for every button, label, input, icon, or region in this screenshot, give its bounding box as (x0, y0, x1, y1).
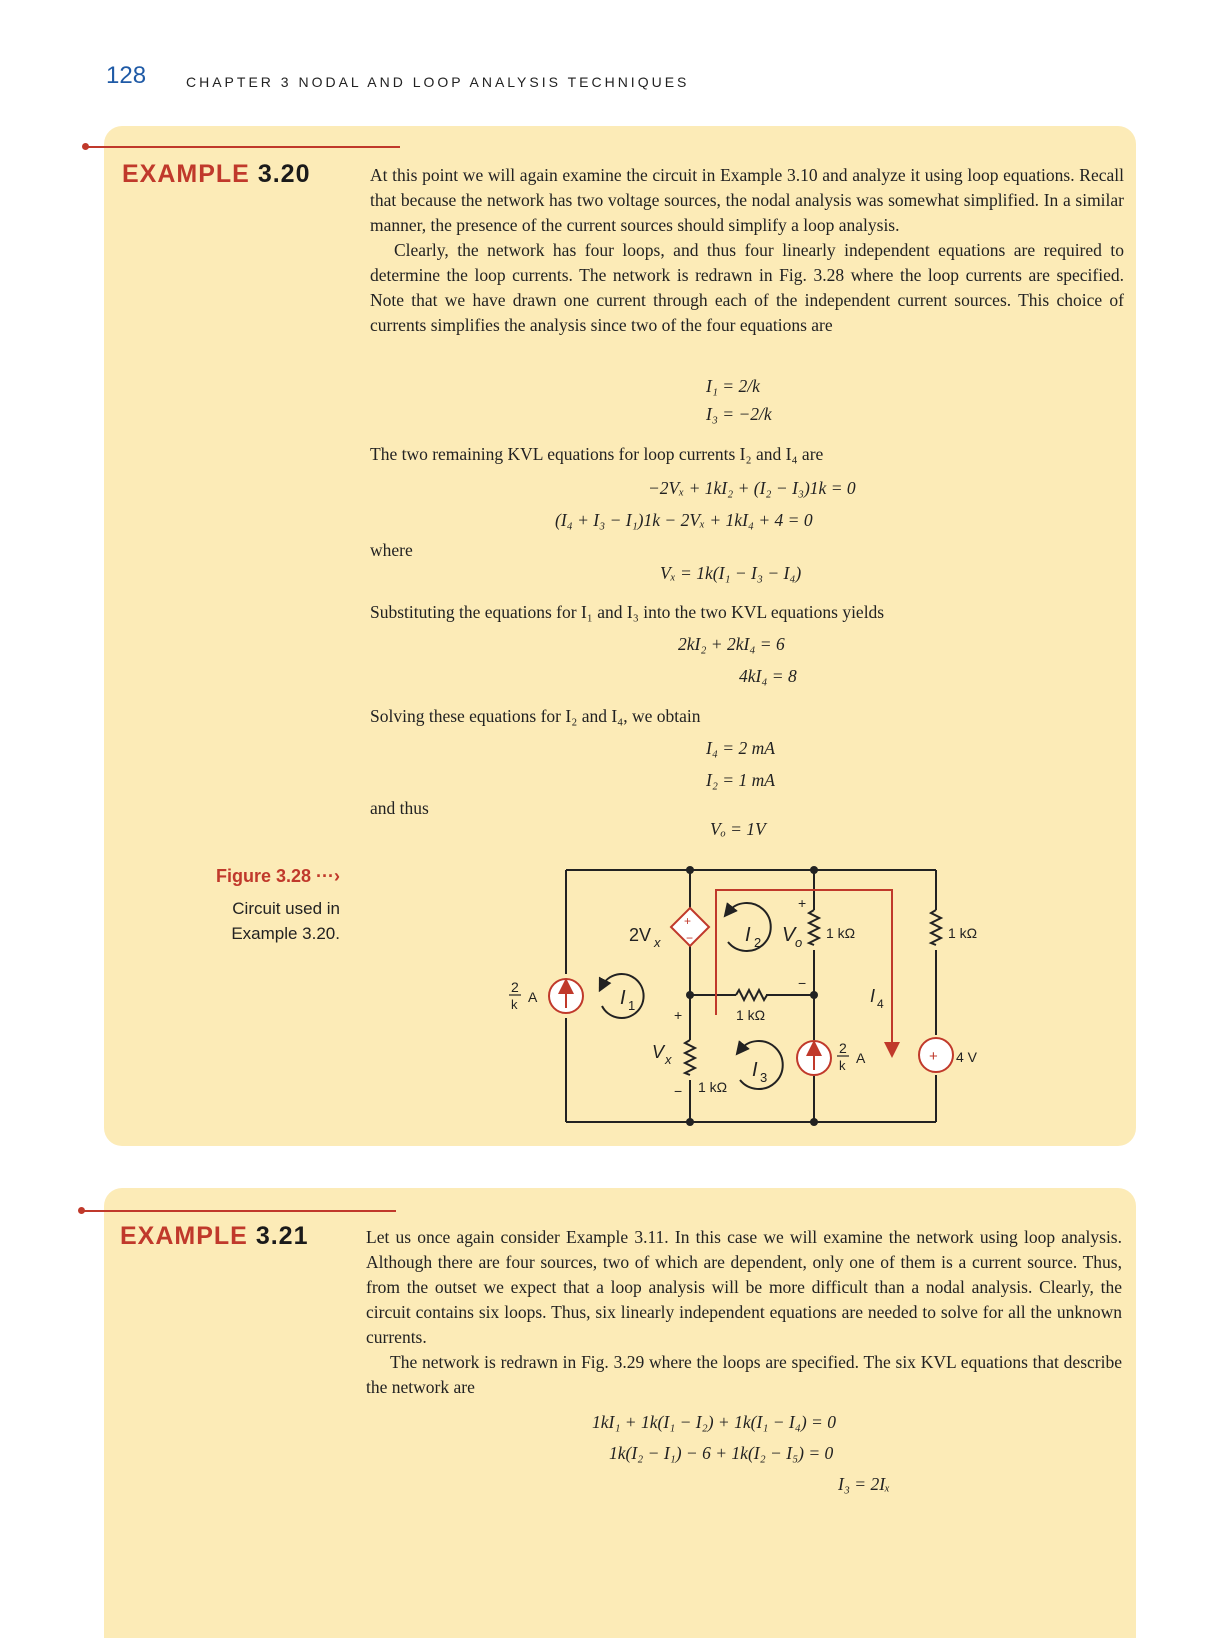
plus-sign: + (929, 1048, 938, 1065)
example-3-21-label (120, 1222, 308, 1251)
page-number: 128 (106, 62, 147, 89)
caption-line: Circuit used in (232, 899, 340, 918)
example-3-20-label (122, 160, 310, 189)
equation-substituted-2: 4kI₄ = 8 (739, 666, 797, 686)
vx-plus: + (674, 1007, 683, 1023)
equation-loop1: 1kI₁ + 1k(I₁ − I₂) + 1k(I₁ − I₄) = 0 (592, 1412, 836, 1432)
example-3-20-rule (85, 146, 400, 148)
frac-denominator: k (839, 1058, 846, 1073)
loop-i4-label: I (870, 986, 876, 1006)
plus-sign: + (684, 914, 692, 928)
example-label-word: EXAMPLE (122, 160, 250, 188)
equation-loop3: I₃ = 2Iₓ (838, 1474, 891, 1494)
equation-kvl-loop2: −2Vₓ + 1kI₂ + (I₂ − I₃)1k = 0 (648, 478, 856, 498)
dep-source-subscript: x (654, 935, 661, 950)
substitution-text: Substituting the equations for I₁ and I₃ into the two KVL equations yields (370, 602, 885, 622)
equation-kvl-loop4: (I₄ + I₃ − I₁)1k − 2Vₓ + 1kI₄ + 4 = 0 (555, 510, 813, 530)
example-3-21-rule (81, 1210, 396, 1212)
example-label-number: 3.21 (255, 1222, 309, 1250)
equation-vo-result: Vₒ = 1V (710, 819, 766, 839)
paragraph: The network is redrawn in Fig. 3.29 where the loops are specified. The six KVL equations that describe the network are (366, 1352, 1122, 1397)
caption-line: Example 3.20. (231, 924, 340, 943)
equation-i4-result: I₄ = 2 mA (706, 738, 775, 758)
minus-sign: − (686, 931, 694, 945)
dependent-voltage-source (671, 908, 709, 946)
resistor-top-center (809, 910, 819, 945)
equation-i3: I₃ = −2/k (706, 404, 772, 424)
frac-numerator: 2 (511, 979, 519, 995)
vx-subscript: x (665, 1052, 672, 1067)
circuit-diagram-3-28 (490, 860, 990, 1140)
loop-i3-subscript: 3 (760, 1070, 768, 1085)
vo-minus: − (798, 975, 807, 991)
current-source-right (797, 1041, 831, 1075)
equation-vx: Vₓ = 1k(I₁ − I₃ − I₄) (660, 563, 802, 583)
vo-plus: + (798, 895, 807, 911)
resistor-middle (736, 990, 767, 1000)
loop-i2-subscript: 2 (754, 935, 762, 950)
dep-source-label: 2V (629, 925, 652, 945)
resistor-top-right (931, 910, 941, 945)
example-label-word: EXAMPLE (120, 1222, 248, 1250)
figure-3-28-caption (150, 896, 340, 946)
equation-loop2: 1k(I₂ − I₁) − 6 + 1k(I₂ − I₅) = 0 (609, 1443, 834, 1463)
amp-unit: A (528, 989, 538, 1005)
loop-i2-label: I (745, 924, 751, 946)
voltage-4v-label: 4 V (956, 1049, 978, 1065)
equation-i1: I₁ = 2/k (706, 376, 760, 396)
example-label-number: 3.20 (257, 160, 311, 188)
where-text: where (370, 540, 413, 560)
vx-label: V (652, 1042, 665, 1062)
loop-i4-subscript: 4 (877, 997, 884, 1011)
paragraph: Clearly, the network has four loops, and thus four linearly independent equations are required to determine the loop currents. The network is redrawn in Fig. 3.28 where the loop currents are specified. Note that we have drawn one current through each of the independent current sources. This choice of currents simplifies the analysis since two of the four equations are (370, 240, 1124, 335)
voltage-source-4v (919, 1038, 953, 1072)
amp-unit: A (856, 1050, 866, 1066)
paragraph: Let us once again consider Example 3.11. In this case we will examine the network using loop analysis. Although there are four sources, two of which are dependent, only one of them is a current source. Thus, from the outset we expect that a loop analysis will be more difficult than a nodal analysis. Clearly, the circuit contains six loops. Thus, six linearly independent equations are needed to solve for all the unknown currents. (366, 1227, 1122, 1347)
current-source-left (549, 979, 583, 1013)
and-thus-text: and thus (370, 798, 429, 818)
loop-i4-path (716, 890, 892, 1050)
loop-i3-label: I (752, 1059, 758, 1081)
resistor-middle-label: 1 kΩ (736, 1007, 766, 1023)
resistor-top-right-label: 1 kΩ (948, 925, 978, 941)
example-3-21-intro (366, 1225, 1122, 1400)
example-3-20-intro (370, 163, 1124, 338)
resistor-top-center-label: 1 kΩ (826, 925, 856, 941)
equation-i2-result: I₂ = 1 mA (706, 770, 775, 790)
loop-i1-label: I (620, 987, 626, 1009)
equation-substituted-1: 2kI₂ + 2kI₄ = 6 (678, 634, 785, 654)
vo-label: V (782, 924, 796, 946)
figure-3-28-title: Figure 3.28 ···› (215, 866, 340, 886)
loop-i1-subscript: 1 (628, 998, 636, 1013)
vx-minus: − (674, 1083, 683, 1099)
frac-numerator: 2 (839, 1040, 847, 1056)
kvl-intro-text: The two remaining KVL equations for loop currents I₂ and I₄ are (370, 444, 824, 464)
frac-denominator: k (511, 997, 518, 1012)
resistor-bottom-left (685, 1040, 695, 1075)
vo-subscript: o (795, 935, 803, 950)
running-title: CHAPTER 3 NODAL AND LOOP ANALYSIS TECHNIQUES (186, 74, 690, 90)
paragraph: At this point we will again examine the circuit in Example 3.10 and analyze it using loop equations. Recall that because the network has two voltage sources, the nodal analysis was somewhat simplified. In a similar manner, the presence of the current sources should simplify a loop analysis. (370, 165, 1124, 235)
solving-text: Solving these equations for I₂ and I₄, we obtain (370, 706, 701, 726)
resistor-bottom-left-label: 1 kΩ (698, 1079, 728, 1095)
